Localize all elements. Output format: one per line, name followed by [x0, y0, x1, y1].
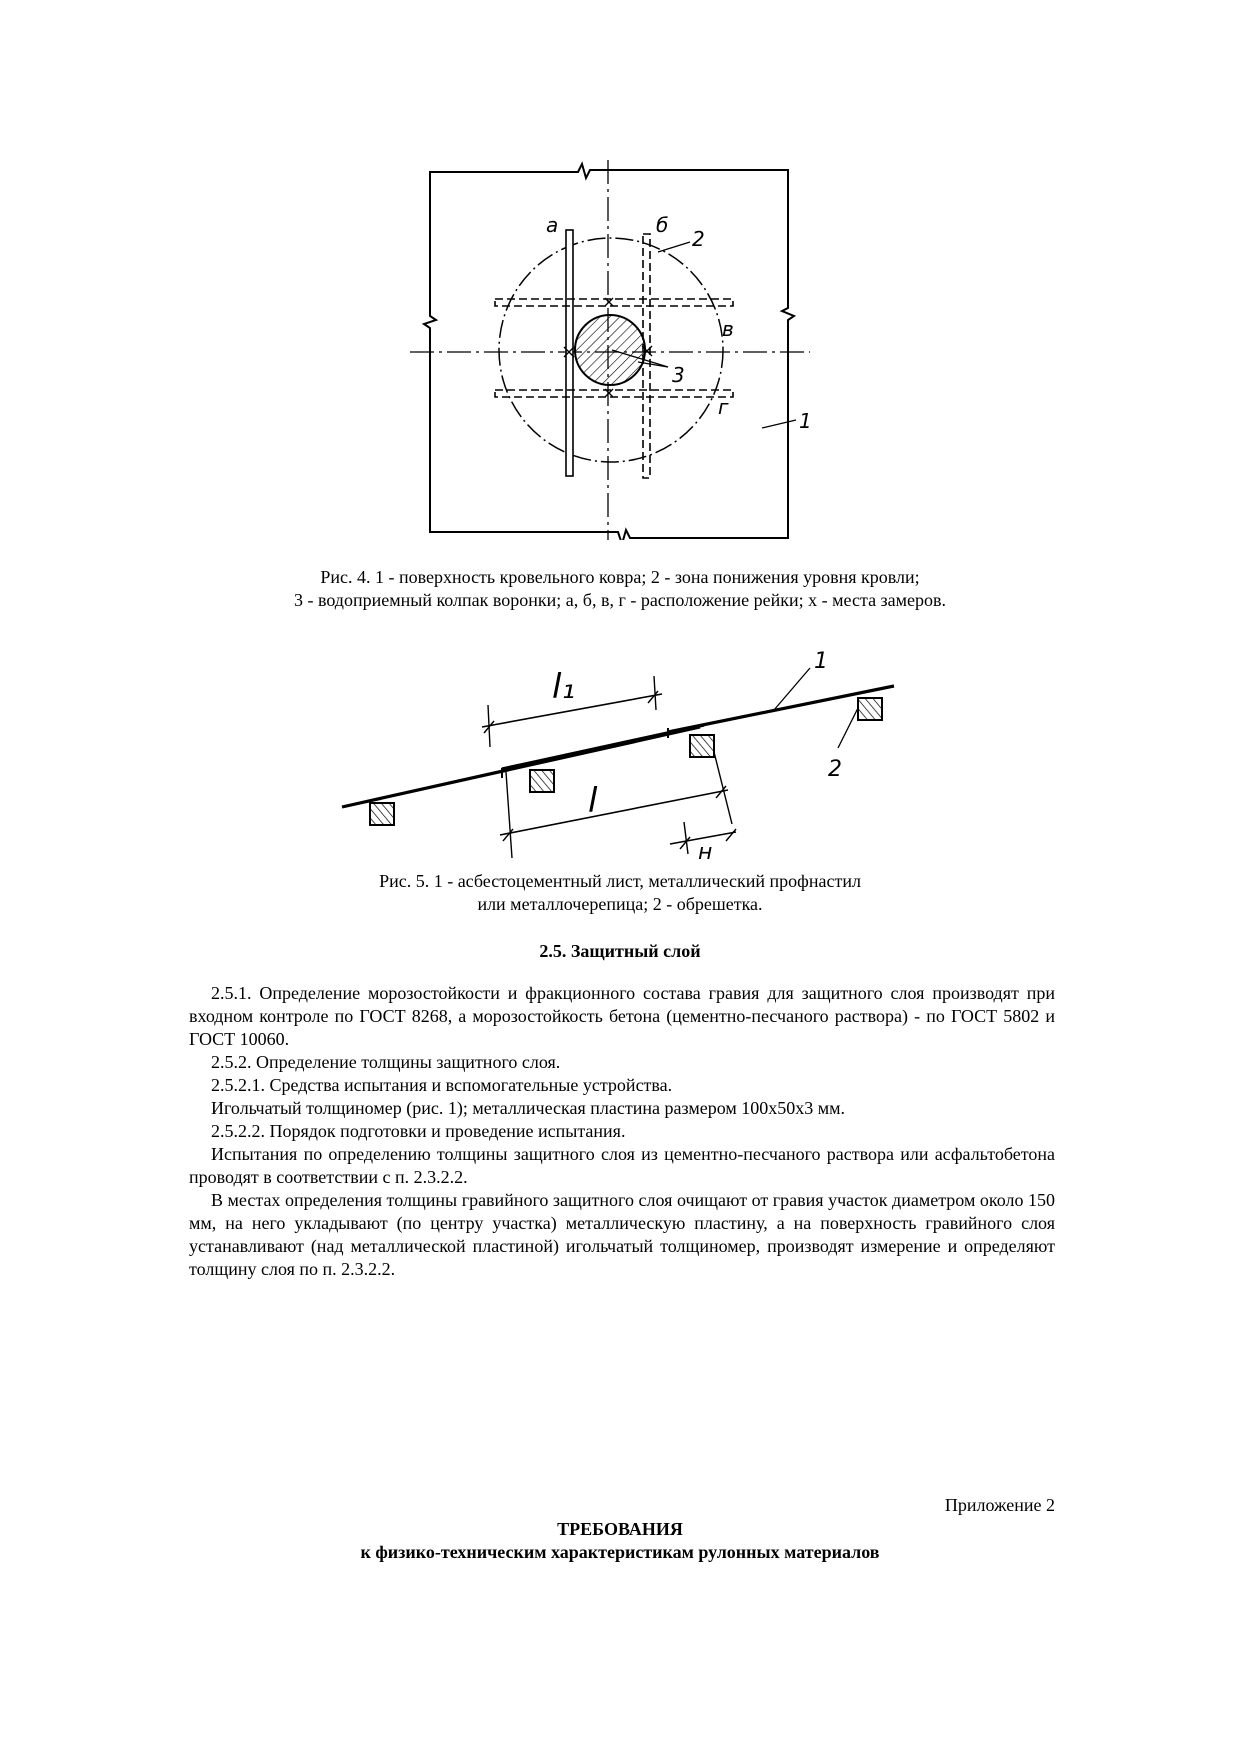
label-l: l [588, 781, 598, 821]
leader-1 [762, 420, 796, 428]
label-l1: l₁ [552, 667, 576, 707]
paragraph: 2.5.2. Определение толщины защитного слоя. [211, 1052, 561, 1072]
batten [370, 803, 394, 825]
label-1: 1 [799, 409, 812, 433]
appendix-subtitle: к физико-техническим характеристикам рулонных материалов [360, 1542, 880, 1562]
dim-l-ext-right [714, 752, 732, 824]
figure-5-caption-line: Рис. 5. 1 - асбестоцементный лист, металлический профнастил [379, 871, 861, 891]
figure-5-drawing [330, 640, 910, 880]
label-3: 3 [672, 363, 685, 387]
batten [690, 735, 714, 757]
figure-4-caption-line: Рис. 4. 1 - поверхность кровельного ковра; 2 - зона понижения уровня кровли; [320, 567, 920, 587]
label-a: а [546, 213, 559, 237]
paragraph: 2.5.2.2. Порядок подготовки и проведение испытания. [211, 1121, 626, 1141]
label-1: 1 [814, 649, 828, 674]
figure-4-caption-line: 3 - водоприемный колпак воронки; а, б, в, г - расположение рейки; х - места замеров. [293, 590, 947, 610]
label-b: б [656, 213, 669, 237]
rail-v [495, 299, 733, 306]
dim-l-line [500, 790, 728, 835]
batten [858, 698, 882, 720]
paragraph: Игольчатый толщиномер (рис. 1); металлическая пластина размером 100х50х3 мм. [211, 1098, 846, 1118]
figure-4-drawing [400, 160, 820, 540]
leader-2 [838, 708, 858, 748]
dim-h-ext [684, 822, 688, 854]
paragraph: Испытания по определению толщины защитного слоя из цементно-песчаного раствора или асфальтобетона проводят в соответствии с п. 2.3.2.2. [189, 1144, 1055, 1187]
rail-g [495, 390, 733, 397]
leader-2 [658, 242, 690, 252]
figure-4-caption [150, 566, 1090, 612]
section-body [189, 982, 1055, 1281]
paragraph: 2.5.2.1. Средства испытания и вспомогательные устройства. [211, 1075, 673, 1095]
label-g: г [718, 395, 729, 419]
appendix-label: Приложение 2 [944, 1495, 1055, 1515]
appendix-title: ТРЕБОВАНИЯ [557, 1519, 683, 1539]
section-title: 2.5. Защитный слой [539, 941, 701, 961]
batten [530, 770, 554, 792]
figure-5-caption [150, 870, 1090, 916]
figure-5-caption-line: или металлочерепица; 2 - обрешетка. [477, 894, 763, 914]
dim-l-ext-left [506, 772, 512, 858]
paragraph: В местах определения толщины гравийного защитного слоя очищают от гравия участок диаметром около 150 мм, на него укладывают (по центру участка) металлическую пластину, а на поверхность гравийного слоя устанавливают (над металлической пластиной) игольчатый толщиномер, производят измерение и определяют толщину слоя по п. 2.3.2.2. [189, 1190, 1055, 1279]
drain-cap [575, 315, 645, 385]
label-2: 2 [828, 757, 842, 782]
label-h: н [698, 840, 713, 865]
label-2: 2 [692, 227, 705, 251]
label-v: в [722, 317, 734, 341]
appendix-heading [150, 1518, 1090, 1564]
paragraph: 2.5.1. Определение морозостойкости и фракционного состава гравия для защитного слоя производят при входном контроле по ГОСТ 8268, а морозостойкость бетона (цементно-песчаного раствора) - по ГОСТ 5802 и ГОСТ 10060. [189, 983, 1055, 1049]
